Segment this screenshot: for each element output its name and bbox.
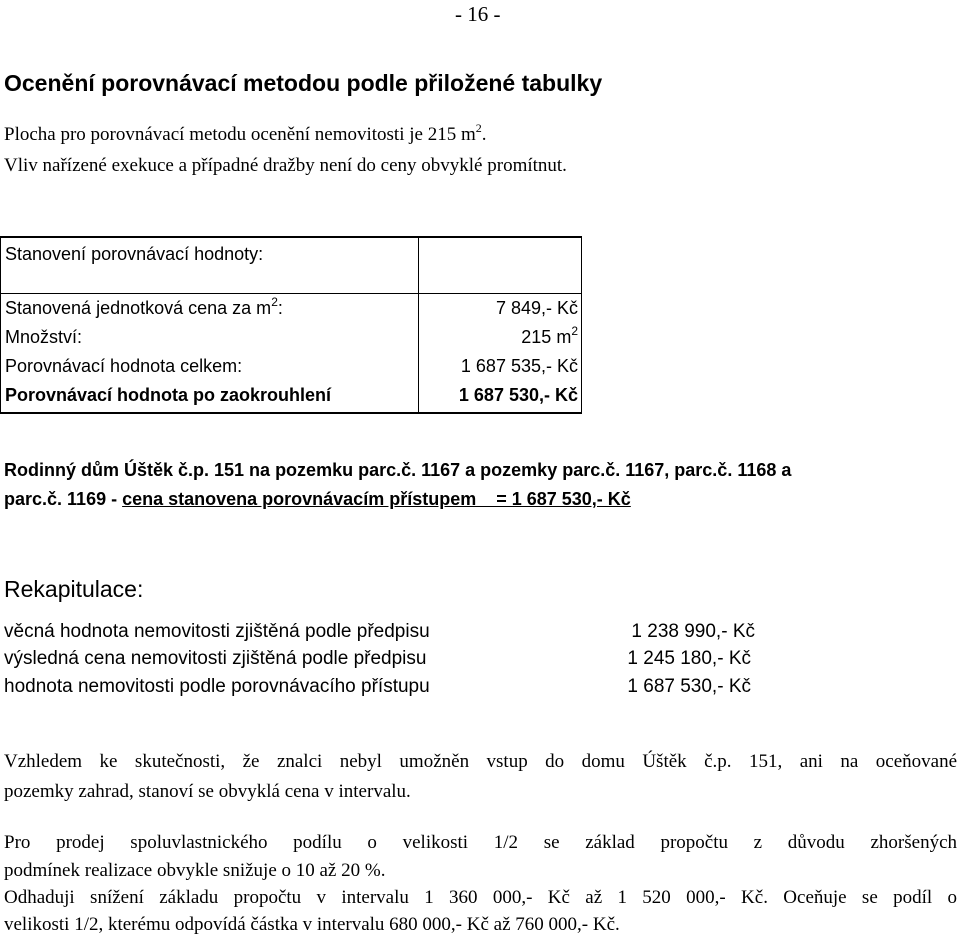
quantity-value: 215 m	[521, 327, 572, 347]
unit-price-label: Stanovená jednotková cena za m	[5, 298, 272, 318]
recap-label-3: hodnota nemovitosti podle porovnávacího přístupu	[4, 676, 430, 697]
valuation-table	[0, 236, 582, 414]
table-value-rounded: 1 687 530,- Kč	[458, 385, 578, 405]
recap-title: Rekapitulace:	[4, 576, 144, 602]
intro-area-text: Plocha pro porovnávací metodu ocenění nemovitosti je 215 m	[4, 124, 476, 145]
table-title: Stanovení porovnávací hodnoty:	[5, 244, 264, 264]
paragraph-3-line-2: velikosti 1/2, kterému odpovídá částka v intervalu 680 000,- Kč až 760 000,- Kč.	[4, 914, 620, 935]
section-heading: Ocenění porovnávací metodou podle přiložené tabulky	[4, 70, 603, 96]
paragraph-3-line-1: Odhaduji snížení základu propočtu v intervalu 1 360 000,- Kč až 1 520 000,- Kč. Oceňuje se podíl o	[4, 887, 957, 908]
unit-price-sup: 2	[271, 295, 278, 309]
table-border-bottom	[0, 412, 582, 414]
table-label-quantity: Množství:	[5, 327, 83, 347]
intro-area-sup: 2	[475, 121, 482, 135]
conclusion-line-1: Rodinný dům Úštěk č.p. 151 na pozemku parc.č. 1167 a pozemky parc.č. 1167, parc.č. 1168 a	[4, 460, 792, 480]
intro-line-execution: Vliv nařízené exekuce a případné dražby není do ceny obvyklé promítnut.	[4, 155, 567, 176]
intro-area-suffix: .	[481, 124, 487, 145]
table-divider	[0, 293, 582, 294]
paragraph-1-line-2: pozemky zahrad, stanoví se obvyklá cena v intervalu.	[4, 781, 411, 802]
paragraph-2-line-1: Pro prodej spoluvlastnického podílu o velikosti 1/2 se základ propočtu z důvodu zhoršených	[4, 832, 957, 853]
table-label-total: Porovnávací hodnota celkem:	[5, 356, 243, 376]
table-label-unit-price	[5, 295, 283, 319]
recap-value-2: 1 245 180,- Kč	[627, 648, 751, 669]
conclusion-line-2	[4, 489, 631, 510]
table-label-rounded: Porovnávací hodnota po zaokrouhlení	[5, 385, 332, 405]
quantity-sup: 2	[571, 324, 578, 338]
table-border-left	[0, 236, 1, 414]
page-number: - 16 -	[455, 2, 501, 26]
recap-value-1: 1 238 990,- Kč	[631, 621, 755, 642]
table-value-quantity	[420, 324, 578, 348]
recap-label-1: věcná hodnota nemovitosti zjištěná podle předpisu	[4, 621, 430, 642]
table-border-top	[0, 236, 582, 238]
conclusion-price: cena stanovena porovnávacím přístupem = 1 687 530,- Kč	[122, 489, 631, 509]
intro-line-area	[4, 121, 487, 146]
paragraph-2-line-2: podmínek realizace obvykle snižuje o 10 až 20 %.	[4, 860, 386, 881]
recap-value-3: 1 687 530,- Kč	[627, 676, 751, 697]
recap-label-2: výsledná cena nemovitosti zjištěná podle předpisu	[4, 648, 427, 669]
table-value-total: 1 687 535,- Kč	[460, 356, 578, 376]
unit-price-suffix: :	[277, 298, 283, 318]
table-border-middle	[418, 236, 419, 414]
table-value-unit-price: 7 849,- Kč	[495, 298, 578, 318]
paragraph-1-line-1: Vzhledem ke skutečnosti, že znalci nebyl umožněn vstup do domu Úštěk č.p. 151, ani na oceňované	[4, 751, 957, 772]
conclusion-parcel: parc.č. 1169 -	[4, 489, 123, 509]
table-border-right	[581, 236, 582, 414]
